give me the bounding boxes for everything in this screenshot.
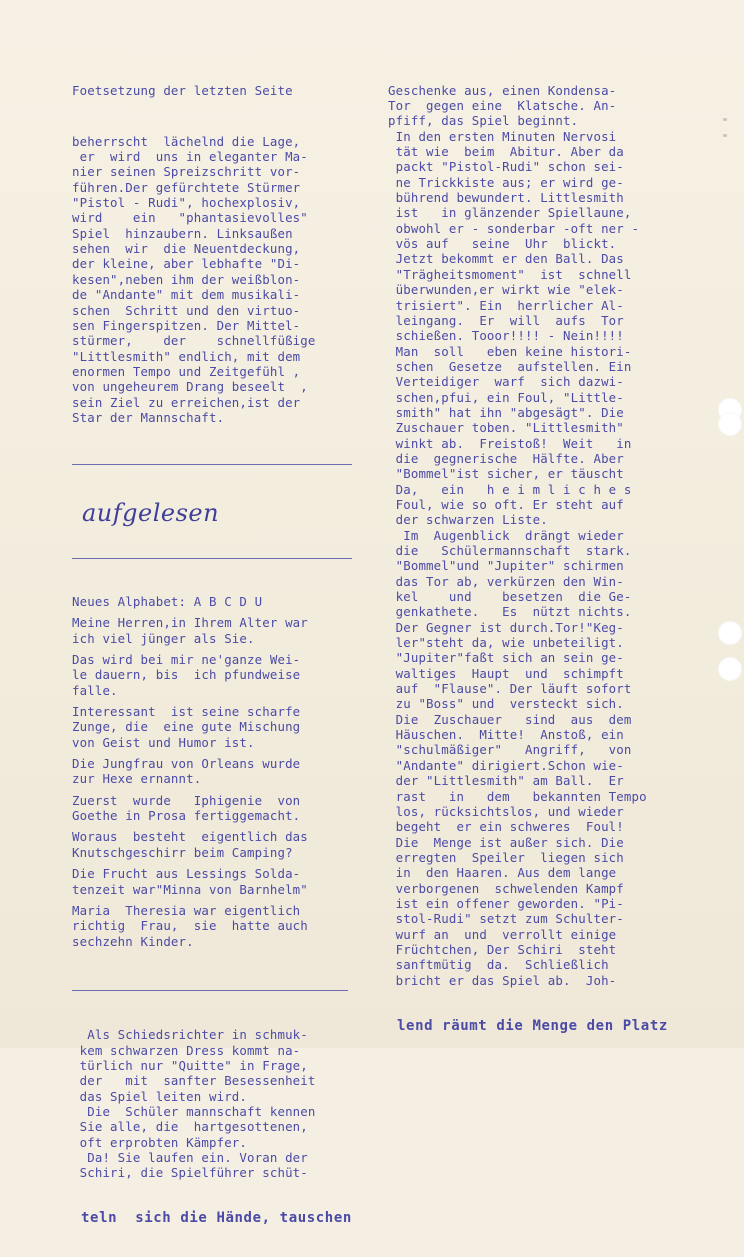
text-line: ist ein offener geworden. "Pi-: [388, 895, 624, 911]
text-line: türlich nur "Quitte" in Frage,: [72, 1057, 308, 1073]
text-line: nier seinen Spreizschritt vor-: [72, 164, 301, 180]
text-line: trisiert". Ein herrlicher Al-: [388, 297, 624, 313]
punch-hole-lower: [718, 621, 742, 645]
quote-item: [72, 594, 362, 609]
text-line: der mit sanfter Besessenheit: [72, 1073, 316, 1089]
text-line: ne Trickkiste aus; er wird ge-: [388, 174, 624, 190]
text-line: sanftmütig da. Schließlich: [388, 957, 609, 973]
quote-line: tenzeit war"Minna von Barnhelm": [72, 881, 308, 897]
text-line: ist in glänzender Spiellaune,: [388, 205, 632, 221]
text-line: enormen Tempo und Zeitgefühl ,: [72, 363, 301, 379]
text-line: leingang. Er will aufs Tor: [388, 312, 624, 328]
punch-hole-upper-2: [718, 412, 742, 436]
text-line: führen.Der gefürchtete Stürmer: [72, 179, 301, 195]
quote-line: Die Frucht aus Lessings Solda-: [72, 866, 301, 882]
text-line: Geschenke aus, einen Kondensa-: [388, 82, 617, 98]
text-line: zu "Boss" und versteckt sich.: [388, 696, 624, 712]
quote-line: Zunge, die eine gute Mischung: [72, 719, 301, 735]
quote-line: Das wird bei mir ne'ganze Wei-: [72, 652, 301, 668]
text-line: Die Zuschauer sind aus dem: [388, 711, 632, 727]
text-line: Da, ein h e i m l i c h e s: [388, 481, 632, 497]
quote-line: richtig Frau, sie hatte auch: [72, 918, 308, 934]
text-line: Da! Sie laufen ein. Voran der: [72, 1150, 308, 1165]
quote-item: [72, 615, 362, 646]
quote-item: [72, 704, 362, 750]
text-line: Tor gegen eine Klatsche. An-: [388, 98, 617, 114]
text-line: der schwarzen Liste.: [388, 512, 548, 528]
text-line: vös auf seine Uhr blickt.: [388, 236, 617, 252]
text-line: rast in dem bekannten Tempo: [388, 788, 647, 804]
text-line: begeht er ein schweres Foul!: [388, 819, 624, 835]
text-line: Man soll eben keine histori-: [388, 343, 632, 359]
text-line: kem schwarzen Dress kommt na-: [72, 1042, 301, 1058]
text-line: beherrscht lächelnd die Lage,: [72, 133, 301, 149]
text-line: ler"steht da, wie unbeteiligt.: [388, 635, 624, 651]
text-line: die gegnerische Hälfte. Aber: [388, 450, 624, 466]
text-line: packt "Pistol-Rudi" schon sei-: [388, 159, 624, 175]
text-line: Der Gegner ist durch.Tor!"Keg-: [388, 619, 624, 635]
text-line: de "Andante" mit dem musikali-: [72, 287, 301, 303]
quote-line: Zuerst wurde Iphigenie von: [72, 792, 301, 808]
text-line: "schulmäßiger" Angriff, von: [388, 742, 632, 758]
text-line: In den ersten Minuten Nervosi: [388, 128, 617, 144]
text-line: Zuschauer toben. "Littlesmith": [388, 420, 624, 436]
text-line: in den Haaren. Aus dem lange: [388, 865, 617, 881]
text-line: stürmer, der schnellfüßige: [72, 333, 316, 349]
text-line: schießen. Tooor!!!! - Nein!!!!: [388, 328, 624, 344]
match-report-start: [72, 1027, 362, 1180]
text-line: wird ein "phantasievolles": [72, 210, 308, 226]
quote-line: Meine Herren,in Ihrem Alter war: [72, 615, 308, 631]
text-line: waltiges Haupt und schimpft: [388, 665, 624, 681]
quote-line: Maria Theresia war eigentlich: [72, 902, 301, 918]
continuation-text: [72, 134, 362, 426]
text-line: oft erprobten Kämpfer.: [72, 1134, 248, 1150]
text-line: "Bommel"ist sicher, er täuscht: [388, 466, 624, 482]
section-divider: [72, 464, 352, 465]
text-line: "Andante" dirigiert.Schon wie-: [388, 757, 624, 773]
section-title-underline: [72, 558, 352, 559]
text-line: Jetzt bekommt er den Ball. Das: [388, 251, 624, 267]
text-line: sein Ziel zu erreichen,ist der: [72, 394, 301, 410]
punch-hole-lower-2: [718, 657, 742, 681]
text-line: der kleine, aber lebhafte "Di-: [72, 256, 301, 272]
text-line: Verteidiger warf sich dazwi-: [388, 374, 624, 390]
quote-item: [72, 903, 362, 949]
text-line: bricht er das Spiel ab. Joh-: [388, 972, 617, 988]
text-line: winkt ab. Freistoß! Weit in: [388, 435, 632, 451]
quote-item: [72, 652, 362, 698]
text-line: "Jupiter"faßt sich an sein ge-: [388, 650, 624, 666]
quote-line: Woraus besteht eigentlich das: [72, 829, 308, 845]
text-line: Im Augenblick drängt wieder: [388, 527, 624, 543]
text-line: das Tor ab, verkürzen den Win-: [388, 573, 624, 589]
text-line: "Bommel"und "Jupiter" schirmen: [388, 558, 624, 574]
margin-mark: [723, 118, 727, 121]
text-line: "Littlesmith" endlich, mit dem: [72, 348, 301, 364]
quote-item: [72, 866, 362, 897]
text-line: erregten Speiler liegen sich: [388, 849, 624, 865]
right-column: [388, 52, 688, 1065]
text-line: kesen",neben ihm der weißblon-: [72, 271, 301, 287]
quote-line: le dauern, bis ich pfundweise: [72, 667, 301, 683]
text-line: los, rücksichtslos, und wieder: [388, 803, 624, 819]
text-line: Die Menge ist außer sich. Die: [388, 834, 624, 850]
text-line: Spiel hinzaubern. Linksaußen: [72, 225, 293, 241]
text-line: von ungeheurem Drang beseelt ,: [72, 379, 308, 395]
right-last-line: lend räumt die Menge den Platz: [388, 1017, 668, 1034]
text-line: kel und besetzen die Ge-: [388, 589, 632, 605]
text-line: Foul, wie so oft. Er steht auf: [388, 496, 624, 512]
text-line: schen,pfui, ein Foul, "Little-: [388, 389, 624, 405]
text-line: sen Fingerspitzen. Der Mittel-: [72, 317, 301, 333]
left-last-line: teln sich die Hände, tauschen: [72, 1210, 352, 1227]
quote-line: Neues Alphabet: A B C D U: [72, 594, 263, 609]
text-line: auf "Flause". Der läuft sofort: [388, 681, 632, 697]
quote-line: sechzehn Kinder.: [72, 933, 194, 949]
text-line: das Spiel leiten wird.: [72, 1088, 248, 1104]
text-line: wurf an und verrollt einige: [388, 926, 617, 942]
text-line: "Trägheitsmoment" ist schnell: [388, 266, 632, 282]
text-line: Schiri, die Spielführer schüt-: [72, 1165, 308, 1181]
text-line: genkathete. Es nützt nichts.: [388, 604, 632, 620]
text-line: pfiff, das Spiel beginnt.: [388, 113, 579, 129]
text-line: Star der Mannschaft.: [72, 409, 225, 425]
quote-line: Goethe in Prosa fertiggemacht.: [72, 808, 301, 824]
text-line: tät wie beim Abitur. Aber da: [388, 144, 624, 160]
continuation-heading: Foetsetzung der letzten Seite: [72, 82, 293, 98]
section-title-aufgelesen: aufgelesen: [82, 498, 220, 527]
text-line: schen Schritt und den virtuo-: [72, 302, 301, 318]
quotes-list: [72, 594, 362, 949]
text-line: smith" hat ihn "abgesägt". Die: [388, 404, 624, 420]
text-line: er wird uns in eleganter Ma-: [72, 149, 308, 165]
quote-item: [72, 829, 362, 860]
text-line: Sie alle, die hartgesottenen,: [72, 1119, 308, 1135]
text-line: der "Littlesmith" am Ball. Er: [388, 773, 624, 789]
quote-line: Knutschgeschirr beim Camping?: [72, 844, 293, 860]
text-line: die Schülermannschaft stark.: [388, 543, 632, 558]
text-line: Früchtchen, Der Schiri steht: [388, 941, 617, 957]
quote-line: falle.: [72, 682, 118, 698]
text-line: Als Schiedsrichter in schmuk-: [72, 1027, 308, 1043]
text-line: stol-Rudi" setzt zum Schulter-: [388, 911, 624, 927]
match-report-continued: [388, 83, 688, 988]
margin-mark: [723, 134, 727, 137]
text-line: Die Schüler mannschaft kennen: [72, 1103, 316, 1119]
text-line: sehen wir die Neuentdeckung,: [72, 241, 301, 257]
quote-line: zur Hexe ernannt.: [72, 771, 202, 787]
text-line: bührend bewundert. Littlesmith: [388, 190, 624, 206]
closing-divider: [72, 990, 348, 991]
quote-line: von Geist und Humor ist.: [72, 734, 255, 750]
quote-item: [72, 756, 362, 787]
quote-line: ich viel jünger als Sie.: [72, 630, 255, 646]
text-line: Häuschen. Mitte! Anstoß, ein: [388, 727, 624, 743]
text-line: schen Gesetze aufstellen. Ein: [388, 358, 632, 374]
text-line: überwunden,er wirkt wie "elek-: [388, 282, 624, 298]
text-line: "Pistol - Rudi", hochexplosiv,: [72, 195, 301, 211]
quote-item: [72, 793, 362, 824]
quote-line: Die Jungfrau von Orleans wurde: [72, 756, 301, 772]
text-line: obwohl er - sonderbar -oft ner -: [388, 220, 640, 236]
text-line: verborgenen schwelenden Kampf: [388, 880, 624, 896]
left-column: [72, 52, 362, 1257]
quote-line: Interessant ist seine scharfe: [72, 704, 301, 720]
